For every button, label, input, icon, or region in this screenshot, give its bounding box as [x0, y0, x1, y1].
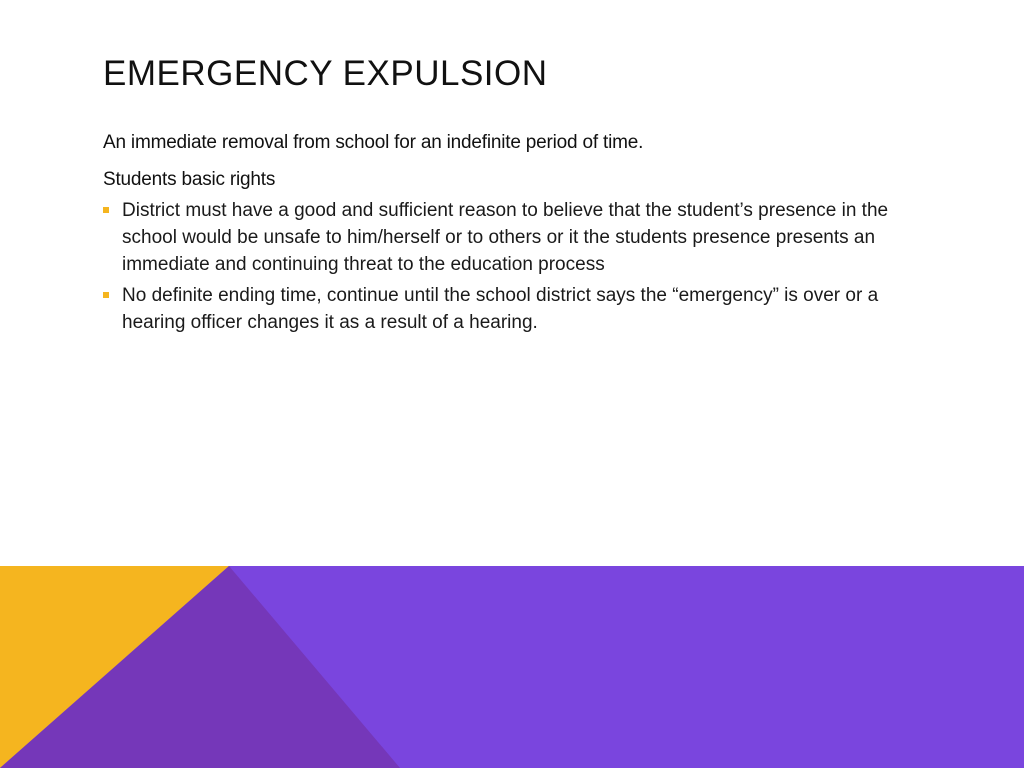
bullet-list — [103, 197, 923, 336]
slide-body — [103, 132, 923, 340]
lead-text: An immediate removal from school for an indefinite period of time. — [103, 132, 644, 153]
bullet-text: No definite ending time, continue until the school district says the “emergency” is over or a hearing officer changes it as a result of a hearing. — [122, 285, 879, 333]
subheading: Students basic rights — [103, 169, 276, 190]
bullet-item — [103, 282, 923, 336]
decorative-footer-shapes — [0, 566, 1024, 768]
bullet-square-icon — [103, 292, 109, 298]
slide-title: EMERGENCY EXPULSION — [103, 54, 548, 93]
bullet-text: District must have a good and sufficient reason to believe that the student’s presence in the school would be unsafe to him/herself or to others or it the students presence presents an immediate and continuing threat to the education process — [122, 200, 889, 275]
bullet-square-icon — [103, 207, 109, 213]
bullet-item — [103, 197, 923, 278]
